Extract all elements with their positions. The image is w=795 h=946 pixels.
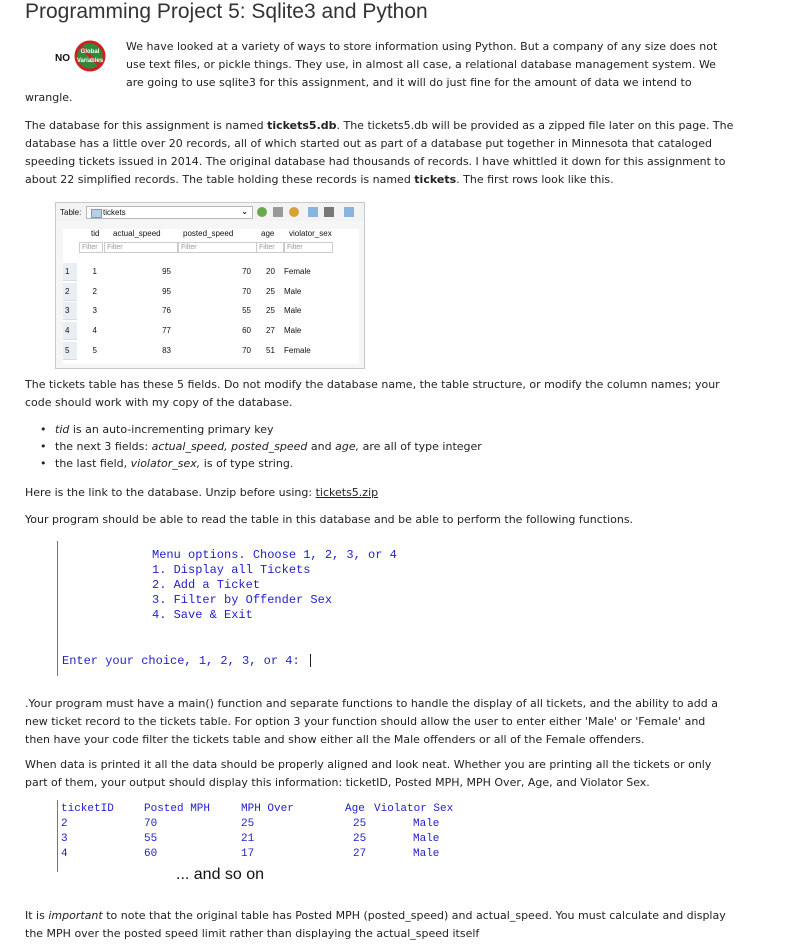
no-global-variables-badge xyxy=(55,40,125,72)
intro-paragraph: We have looked at a variety of ways to store information using Python. But a company of any size does not use text files, or pickle things. They use, in almost all case, a relational database management system. We are going to use sqlite3 for this assignment, and it will do just fine for the amount of data we intend to xyxy=(126,40,718,89)
menu-line: 2. Add a Ticket xyxy=(152,578,261,592)
svg-text:Global: Global xyxy=(80,49,100,55)
and-so-on-label: ... and so on xyxy=(176,866,265,883)
svg-text:NO: NO xyxy=(55,53,70,64)
clear-filters-icon[interactable] xyxy=(273,207,283,217)
print-icon[interactable] xyxy=(324,207,334,217)
column-header[interactable]: tid xyxy=(91,229,100,238)
database-zip-link[interactable]: tickets5.zip xyxy=(315,486,379,499)
table-icon xyxy=(91,209,102,218)
new-record-icon[interactable] xyxy=(344,207,354,217)
table-select[interactable]: tickets ⌄ xyxy=(86,206,253,219)
printing-paragraph: When data is printed it all the data should be properly aligned and look neat. Whether you are printing all the tickets or only part of them, your output should display this information: ticketID, Posted MPH, MPH Over, Age, and Violator Sex. xyxy=(25,758,712,789)
sample-output: ticketID Posted MPH MPH Over Age Violator Sex 2 70 25 25 Male 3 55 21 25 Male 4 60 17 27 Male xyxy=(57,800,478,872)
filter-input[interactable]: Filter xyxy=(104,242,178,253)
main-function-paragraph: .Your program must have a main() function and separate functions to handle the display of all tickets, and the ability to add a new ticket record to the tickets table. For option 3 your function should allow the user to enter either 'Male' or 'Female' and then have your code filter the tickets table and show either all the Male offenders or all of the Female offenders. xyxy=(25,697,718,746)
output-header: Violator Sex xyxy=(374,803,454,815)
functions-paragraph: Your program should be able to read the table in this database and be able to perform the following functions. xyxy=(25,513,634,526)
filter-input[interactable]: Filter xyxy=(178,242,257,253)
svg-text:Variables: Variables xyxy=(76,58,104,64)
list-item: • the next 3 fields: actual_speed, posted_speed and age, are all of type integer xyxy=(25,438,760,455)
database-paragraph: The database for this assignment is named tickets5.db. The tickets5.db will be provided as a zipped file later on this page. The database has a little over 20 records, all of which started out as part of a database put together in Minnesota that cataloged speeding tickets issued in 2014. The original database had thousands of records. I have whittled it down for this assignment to about 22 simplified records. The table holding these records is named tickets. The first rows look like this. xyxy=(25,119,734,186)
filter-input[interactable]: Filter xyxy=(256,242,284,253)
filter-input[interactable]: Filter xyxy=(79,242,103,253)
db-toolbar xyxy=(56,203,364,221)
field-list xyxy=(25,421,760,472)
column-header[interactable]: posted_speed xyxy=(183,229,234,238)
sort-icon[interactable] xyxy=(289,207,299,217)
menu-line: 4. Save & Exit xyxy=(152,608,253,622)
output-header: Age xyxy=(345,803,365,815)
column-header[interactable]: age xyxy=(261,229,275,238)
output-header: ticketID xyxy=(61,803,114,815)
intro-paragraph-end: wrangle. xyxy=(25,91,73,104)
link-paragraph: Here is the link to the database. Unzip before using: tickets5.zip xyxy=(25,486,379,499)
menu-line: 3. Filter by Offender Sex xyxy=(152,593,333,607)
text-cursor xyxy=(310,654,311,667)
table-label: Table: xyxy=(60,208,82,217)
data-grid: tid actual_speed posted_speed age violator_sex Filter Filter Filter Filter Filter 1 1 95 70 20 Female 2 2 95 70 25 Male 3 3 76 55 25 Male 4 4 77 60 27 Male 5 5 83 70 51 Female xyxy=(63,229,359,364)
final-note-paragraph: It is important to note that the original table has Posted MPH (posted_speed) and actual_speed. You must calculate and display the MPH over the posted speed limit rather than displaying the actual_speed itself xyxy=(25,909,726,940)
save-table-icon[interactable] xyxy=(308,207,318,217)
filter-input[interactable]: Filter xyxy=(284,242,333,253)
menu-console xyxy=(57,541,748,676)
page-title: Programming Project 5: Sqlite3 and Python xyxy=(25,0,428,23)
column-header[interactable]: violator_sex xyxy=(289,229,332,238)
list-item: • tid is an auto-incrementing primary key xyxy=(25,421,760,438)
output-header: MPH Over xyxy=(241,803,294,815)
menu-line: Menu options. Choose 1, 2, 3, or 4 xyxy=(152,548,397,562)
output-header: Posted MPH xyxy=(144,803,211,815)
fields-paragraph: The tickets table has these 5 fields. Do not modify the database name, the table structure, or modify the column names; your code should work with my copy of the database. xyxy=(25,378,720,409)
list-item: • the last field, violator_sex, is of type string. xyxy=(25,455,760,472)
chevron-down-icon: ⌄ xyxy=(241,207,248,216)
no-global-variables-icon xyxy=(55,40,125,72)
menu-line: 1. Display all Tickets xyxy=(152,563,311,577)
choice-prompt[interactable]: Enter your choice, 1, 2, 3, or 4: xyxy=(62,654,311,669)
refresh-icon[interactable] xyxy=(257,207,267,217)
database-browser-screenshot xyxy=(55,202,365,369)
column-header[interactable]: actual_speed xyxy=(113,229,161,238)
